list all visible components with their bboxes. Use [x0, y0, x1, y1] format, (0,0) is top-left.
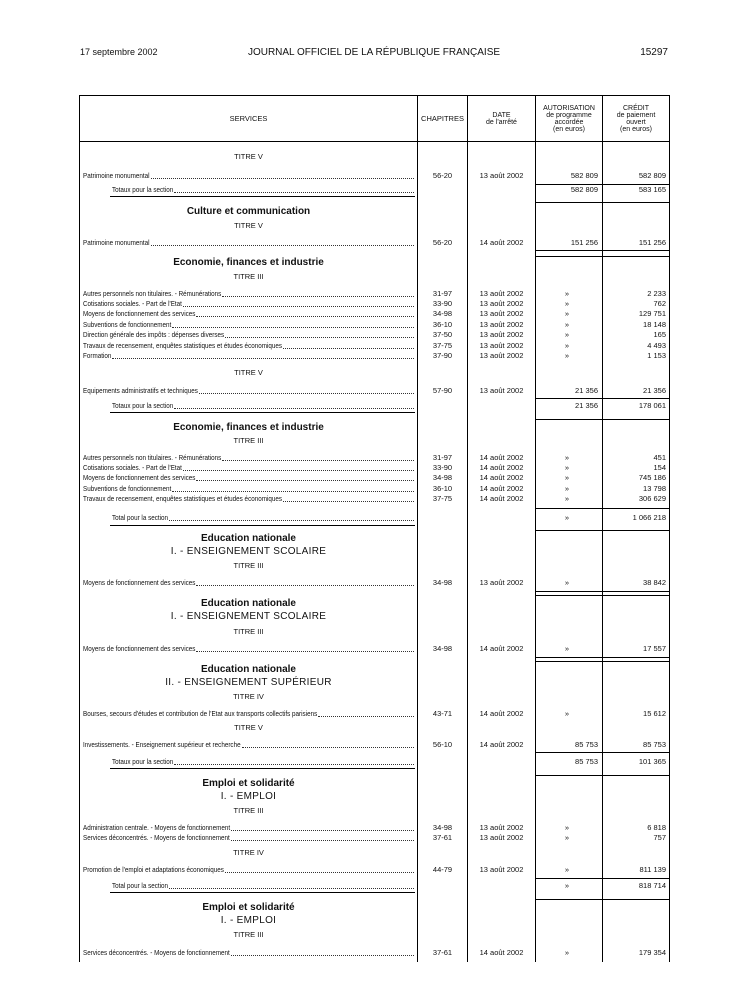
rule-line [110, 412, 415, 413]
rule-line [536, 591, 602, 592]
date-cell: 14 août 2002 [479, 494, 524, 503]
credit-cell: 154 [653, 463, 666, 472]
titre-heading: TITRE III [233, 627, 264, 636]
col-credit [603, 96, 669, 141]
rule-line [603, 878, 669, 879]
row-label: Moyens de fonctionnement des services [83, 578, 196, 587]
table-row [80, 341, 670, 351]
row-label: Moyens de fonctionnement des services [83, 644, 196, 653]
row-label: Travaux de recensement, enquêtes statistiques et études économiques [83, 341, 283, 350]
total-row [80, 401, 670, 411]
autorisation-cell: » [564, 709, 570, 718]
date-cell: 13 août 2002 [479, 833, 524, 842]
rule-line [603, 661, 669, 662]
credits-table [79, 95, 670, 962]
row-label: Travaux de recensement, enquêtes statistiques et études économiques [83, 494, 283, 503]
chapitre-cell: 37-75 [432, 341, 453, 350]
autorisation-cell: » [564, 644, 570, 653]
rule-line [603, 184, 669, 185]
total-label: Total pour la section [112, 881, 169, 890]
page-header [0, 47, 748, 61]
titre-heading: TITRE V [234, 152, 263, 161]
credit-cell: 18 148 [643, 320, 666, 329]
chapitre-cell: 33-90 [432, 463, 453, 472]
chapitre-cell: 34-98 [432, 473, 453, 482]
chapitre-cell: 33-90 [432, 299, 453, 308]
date-cell: 14 août 2002 [479, 453, 524, 462]
row-label: Patrimoine monumental [83, 238, 150, 247]
table-row [80, 644, 670, 654]
credit-cell: 757 [653, 833, 666, 842]
chapitre-cell: 56-20 [432, 171, 453, 180]
rule-line [536, 530, 602, 531]
total-label: Totaux pour la section [112, 401, 174, 410]
chapitre-cell: 34-98 [432, 309, 453, 318]
autorisation-cell: » [564, 330, 570, 339]
rule-line [536, 250, 602, 251]
table-row [80, 494, 670, 504]
section-title: Economie, finances et industrie [173, 422, 324, 433]
leader-dots [169, 520, 414, 521]
section-title: Culture et communication [186, 206, 311, 217]
rule-line [536, 775, 602, 776]
total-autorisation: » [564, 513, 570, 522]
date-cell: 13 août 2002 [479, 171, 524, 180]
table-row [80, 865, 670, 875]
total-label: Totaux pour la section [112, 757, 174, 766]
credit-cell: 15 612 [643, 709, 666, 718]
row-label: Administration centrale. - Moyens de fonctionnement [83, 823, 231, 832]
total-autorisation: » [564, 881, 570, 890]
col-aut-l4: (en euros) [553, 125, 585, 133]
section-subtitle: I. - ENSEIGNEMENT SCOLAIRE [170, 611, 327, 622]
autorisation-cell: » [564, 948, 570, 957]
rule-line [603, 752, 669, 753]
leader-dots [222, 296, 414, 297]
date-cell: 13 août 2002 [479, 578, 524, 587]
rule-line [110, 196, 415, 197]
row-label: Subventions de fonctionnement [83, 484, 172, 493]
rule-line [603, 591, 669, 592]
section-title: Education nationale [200, 598, 296, 609]
credit-cell: 38 842 [643, 578, 666, 587]
rule-line [603, 202, 669, 203]
date-cell: 14 août 2002 [479, 644, 524, 653]
titre-heading: TITRE III [233, 436, 264, 445]
total-autorisation: 85 753 [575, 757, 598, 766]
table-row [80, 351, 670, 361]
credit-cell: 129 751 [638, 309, 666, 318]
leader-dots [225, 337, 414, 338]
credit-cell: 582 809 [638, 171, 666, 180]
leader-dots [112, 358, 414, 359]
chapitre-cell: 31-97 [432, 289, 453, 298]
section-title: Emploi et solidarité [202, 778, 295, 789]
credit-cell: 762 [653, 299, 666, 308]
rule-line [536, 657, 602, 658]
table-row [80, 171, 670, 181]
rule-line [603, 899, 669, 900]
chapitre-cell: 34-98 [432, 578, 453, 587]
chapitre-cell: 36-10 [432, 320, 453, 329]
section-title: Emploi et solidarité [202, 902, 295, 913]
row-label: Promotion de l'emploi et adaptations économiques [83, 865, 224, 874]
titre-heading: TITRE III [233, 930, 264, 939]
total-autorisation: 21 356 [575, 401, 598, 410]
titre-heading: TITRE V [234, 723, 263, 732]
col-autorisation [536, 96, 602, 141]
row-label: Autres personnels non titulaires. - Rémunérations [83, 453, 222, 462]
row-label: Cotisations sociales. - Part de l'Etat [83, 463, 182, 472]
credit-cell: 13 798 [643, 484, 666, 493]
rule-line [603, 508, 669, 509]
col-aut-l3: accordée [554, 118, 584, 126]
total-credit: 178 061 [638, 401, 666, 410]
rule-line [536, 752, 602, 753]
credit-cell: 21 356 [643, 386, 666, 395]
rule-line [603, 398, 669, 399]
date-cell: 13 août 2002 [479, 823, 524, 832]
row-label: Moyens de fonctionnement des services [83, 473, 196, 482]
leader-dots [151, 245, 414, 246]
col-date-l2: de l'arrêté [486, 118, 517, 126]
credit-cell: 85 753 [643, 740, 666, 749]
section-title: Education nationale [200, 664, 296, 675]
total-row [80, 513, 670, 523]
date-cell: 13 août 2002 [479, 341, 524, 350]
credit-cell: 2 233 [647, 289, 666, 298]
leader-dots [151, 178, 414, 179]
credit-cell: 1 153 [647, 351, 666, 360]
table-row [80, 330, 670, 340]
rule-line [110, 525, 415, 526]
date-cell: 14 août 2002 [479, 709, 524, 718]
table-row [80, 948, 670, 958]
credit-cell: 165 [653, 330, 666, 339]
chapitre-cell: 56-20 [432, 238, 453, 247]
total-credit: 101 365 [638, 757, 666, 766]
autorisation-cell: » [564, 299, 570, 308]
total-label: Totaux pour la section [112, 185, 174, 194]
rule-line [603, 595, 669, 596]
leader-dots [199, 393, 414, 394]
table-row [80, 578, 670, 588]
chapitre-cell: 37-75 [432, 494, 453, 503]
chapitre-cell: 37-61 [432, 833, 453, 842]
date-cell: 14 août 2002 [479, 473, 524, 482]
autorisation-cell: » [564, 453, 570, 462]
credit-cell: 179 354 [638, 948, 666, 957]
issue-date: 17 septembre 2002 [80, 47, 158, 57]
leader-dots [283, 348, 414, 349]
date-cell: 13 août 2002 [479, 386, 524, 395]
credit-cell: 151 256 [638, 238, 666, 247]
titre-heading: TITRE V [234, 221, 263, 230]
total-row [80, 881, 670, 891]
leader-dots [172, 327, 414, 328]
rule-line [603, 250, 669, 251]
table-row [80, 238, 670, 248]
leader-dots [169, 888, 414, 889]
rule-line [536, 661, 602, 662]
titre-heading: TITRE III [233, 806, 264, 815]
section-title: Education nationale [200, 533, 296, 544]
autorisation-cell: » [564, 463, 570, 472]
table-header [80, 96, 670, 142]
date-cell: 13 août 2002 [479, 330, 524, 339]
section-subtitle: II. - ENSEIGNEMENT SUPÉRIEUR [165, 677, 332, 688]
date-cell: 13 août 2002 [479, 320, 524, 329]
chapitre-cell: 57-90 [432, 386, 453, 395]
journal-title: JOURNAL OFFICIEL DE LA RÉPUBLIQUE FRANÇAISE [247, 47, 501, 58]
titre-heading: TITRE V [234, 368, 263, 377]
section-subtitle: I. - EMPLOI [220, 791, 277, 802]
rule-line [603, 657, 669, 658]
autorisation-cell: » [564, 484, 570, 493]
autorisation-cell: » [564, 823, 570, 832]
chapitre-cell: 34-98 [432, 823, 453, 832]
total-credit: 1 066 218 [632, 513, 666, 522]
autorisation-cell: 582 809 [570, 171, 598, 180]
leader-dots [183, 306, 414, 307]
chapitre-cell: 43-71 [432, 709, 453, 718]
page-number: 15297 [640, 47, 668, 58]
row-label: Direction générale des impôts : dépenses diverses [83, 330, 225, 339]
date-cell: 13 août 2002 [479, 865, 524, 874]
row-label: Cotisations sociales. - Part de l'Etat [83, 299, 182, 308]
credit-cell: 17 557 [643, 644, 666, 653]
leader-dots [318, 716, 414, 717]
table-row [80, 289, 670, 299]
autorisation-cell: » [564, 289, 570, 298]
rule-line [536, 398, 602, 399]
col-cred-l3: ouvert [626, 118, 646, 126]
total-row [80, 757, 670, 767]
col-date [468, 96, 535, 141]
autorisation-cell: » [564, 309, 570, 318]
autorisation-cell: » [564, 494, 570, 503]
leader-dots [225, 872, 414, 873]
autorisation-cell: » [564, 341, 570, 350]
table-row [80, 453, 670, 463]
leader-dots [183, 470, 414, 471]
total-autorisation: 582 809 [570, 185, 598, 194]
col-cred-l2: de paiement [616, 111, 656, 119]
rule-line [603, 256, 669, 257]
credit-cell: 745 186 [638, 473, 666, 482]
chapitre-cell: 37-61 [432, 948, 453, 957]
rule-line [536, 419, 602, 420]
date-cell: 13 août 2002 [479, 299, 524, 308]
row-label: Investissements. - Enseignement supérieur et recherche [83, 740, 241, 749]
autorisation-cell: » [564, 833, 570, 842]
row-label: Autres personnels non titulaires. - Rémunérations [83, 289, 222, 298]
date-cell: 14 août 2002 [479, 740, 524, 749]
credit-cell: 6 818 [647, 823, 666, 832]
chapitre-cell: 44-79 [432, 865, 453, 874]
autorisation-cell: 151 256 [570, 238, 598, 247]
table-row [80, 484, 670, 494]
table-row [80, 463, 670, 473]
table-row [80, 320, 670, 330]
leader-dots [196, 480, 414, 481]
titre-heading: TITRE IV [233, 848, 264, 857]
section-title: Economie, finances et industrie [173, 257, 324, 268]
rule-line [536, 595, 602, 596]
row-label: Services déconcentrés. - Moyens de fonctionnement [83, 948, 230, 957]
date-cell: 14 août 2002 [479, 484, 524, 493]
section-subtitle: I. - EMPLOI [220, 915, 277, 926]
table-row [80, 740, 670, 750]
row-label: Formation [83, 351, 112, 360]
titre-heading: TITRE IV [233, 692, 264, 701]
date-cell: 14 août 2002 [479, 948, 524, 957]
row-label: Moyens de fonctionnement des services [83, 309, 196, 318]
total-credit: 818 714 [638, 881, 666, 890]
col-aut-l1: AUTORISATION [543, 104, 595, 112]
rule-line [110, 892, 415, 893]
rule-line [603, 419, 669, 420]
leader-dots [196, 651, 414, 652]
credit-cell: 306 629 [638, 494, 666, 503]
row-label: Patrimoine monumental [83, 171, 150, 180]
titre-heading: TITRE III [233, 561, 264, 570]
rule-line [536, 202, 602, 203]
rule-line [603, 530, 669, 531]
chapitre-cell: 37-50 [432, 330, 453, 339]
autorisation-cell: 21 356 [575, 386, 598, 395]
credit-cell: 4 493 [647, 341, 666, 350]
date-cell: 13 août 2002 [479, 351, 524, 360]
autorisation-cell: 85 753 [575, 740, 598, 749]
col-services: SERVICES [229, 114, 268, 123]
date-cell: 14 août 2002 [479, 463, 524, 472]
rule-line [603, 775, 669, 776]
rule-line [536, 899, 602, 900]
titre-heading: TITRE III [233, 272, 264, 281]
total-row [80, 185, 670, 195]
table-row [80, 833, 670, 843]
row-label: Subventions de fonctionnement [83, 320, 172, 329]
total-credit: 583 165 [638, 185, 666, 194]
leader-dots [231, 955, 414, 956]
section-subtitle: I. - ENSEIGNEMENT SCOLAIRE [170, 546, 327, 557]
leader-dots [172, 491, 414, 492]
table-row [80, 709, 670, 719]
col-date-l1: DATE [492, 111, 511, 119]
col-chapitres: CHAPITRES [421, 114, 464, 123]
table-row [80, 309, 670, 319]
leader-dots [196, 316, 414, 317]
rule-line [110, 768, 415, 769]
chapitre-cell: 37-90 [432, 351, 453, 360]
autorisation-cell: » [564, 320, 570, 329]
leader-dots [174, 764, 414, 765]
leader-dots [196, 585, 414, 586]
date-cell: 13 août 2002 [479, 289, 524, 298]
rule-line [536, 256, 602, 257]
credit-cell: 451 [653, 453, 666, 462]
table-row [80, 299, 670, 309]
col-cred-l4: (en euros) [620, 125, 652, 133]
rule-line [536, 508, 602, 509]
autorisation-cell: » [564, 351, 570, 360]
leader-dots [231, 840, 414, 841]
row-label: Equipements administratifs et techniques [83, 386, 198, 395]
col-cred-l1: CRÉDIT [622, 104, 650, 112]
chapitre-cell: 56-10 [432, 740, 453, 749]
autorisation-cell: » [564, 578, 570, 587]
chapitre-cell: 36-10 [432, 484, 453, 493]
chapitre-cell: 34-98 [432, 644, 453, 653]
row-label: Services déconcentrés. - Moyens de fonctionnement [83, 833, 230, 842]
table-row [80, 823, 670, 833]
row-label: Bourses, secours d'études et contribution de l'Etat aux transports collectifs parisiens [83, 709, 318, 718]
rule-line [536, 878, 602, 879]
leader-dots [231, 830, 414, 831]
autorisation-cell: » [564, 865, 570, 874]
date-cell: 13 août 2002 [479, 309, 524, 318]
credit-cell: 811 139 [639, 865, 666, 874]
rule-line [536, 184, 602, 185]
date-cell: 14 août 2002 [479, 238, 524, 247]
leader-dots [174, 192, 414, 193]
table-row [80, 386, 670, 396]
leader-dots [174, 408, 414, 409]
chapitre-cell: 31-97 [432, 453, 453, 462]
col-aut-l2: de programme [546, 111, 592, 119]
leader-dots [222, 460, 414, 461]
table-row [80, 473, 670, 483]
leader-dots [242, 747, 414, 748]
leader-dots [283, 501, 414, 502]
autorisation-cell: » [564, 473, 570, 482]
total-label: Total pour la section [112, 513, 169, 522]
